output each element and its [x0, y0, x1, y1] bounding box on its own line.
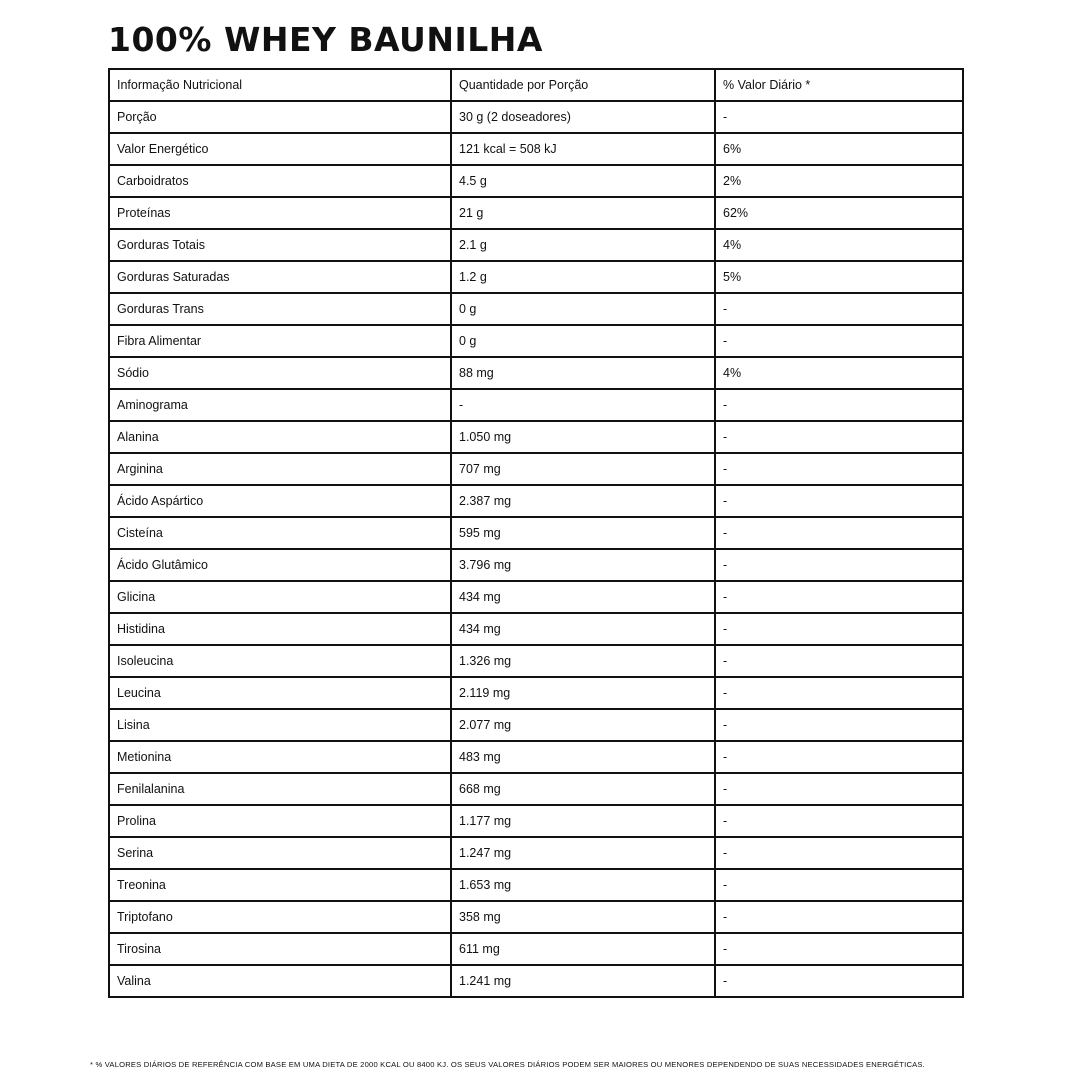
daily-value-cell: -: [715, 901, 963, 933]
nutrition-table: [108, 68, 964, 998]
table-row: [109, 613, 963, 645]
quantity-cell: 1.653 mg: [451, 869, 715, 901]
daily-value-cell: -: [715, 645, 963, 677]
table-row: [109, 325, 963, 357]
quantity-cell: 1.247 mg: [451, 837, 715, 869]
table-row: [109, 389, 963, 421]
daily-value-cell: -: [715, 517, 963, 549]
daily-value-cell: 6%: [715, 133, 963, 165]
table-row: [109, 453, 963, 485]
nutrient-cell: Leucina: [109, 677, 451, 709]
daily-value-cell: -: [715, 965, 963, 997]
daily-value-cell: 2%: [715, 165, 963, 197]
quantity-cell: 2.387 mg: [451, 485, 715, 517]
column-header-nutrient: Informação Nutricional: [109, 69, 451, 101]
daily-value-cell: 4%: [715, 357, 963, 389]
nutrient-cell: Arginina: [109, 453, 451, 485]
daily-value-cell: -: [715, 485, 963, 517]
quantity-cell: 0 g: [451, 293, 715, 325]
table-row: [109, 421, 963, 453]
table-row: [109, 261, 963, 293]
table-row: [109, 549, 963, 581]
daily-value-cell: -: [715, 613, 963, 645]
table-row: [109, 197, 963, 229]
nutrient-cell: Treonina: [109, 869, 451, 901]
daily-value-cell: 5%: [715, 261, 963, 293]
quantity-cell: 1.177 mg: [451, 805, 715, 837]
daily-value-cell: -: [715, 325, 963, 357]
daily-value-cell: -: [715, 709, 963, 741]
table-row: [109, 229, 963, 261]
quantity-cell: 1.326 mg: [451, 645, 715, 677]
quantity-cell: 1.2 g: [451, 261, 715, 293]
nutrient-cell: Gorduras Trans: [109, 293, 451, 325]
quantity-cell: 1.050 mg: [451, 421, 715, 453]
daily-value-cell: -: [715, 837, 963, 869]
quantity-cell: 707 mg: [451, 453, 715, 485]
quantity-cell: 88 mg: [451, 357, 715, 389]
table-row: [109, 165, 963, 197]
table-row: [109, 677, 963, 709]
quantity-cell: 2.1 g: [451, 229, 715, 261]
quantity-cell: 668 mg: [451, 773, 715, 805]
nutrient-cell: Histidina: [109, 613, 451, 645]
nutrient-cell: Valor Energético: [109, 133, 451, 165]
nutrient-cell: Valina: [109, 965, 451, 997]
table-row: [109, 517, 963, 549]
nutrient-cell: Metionina: [109, 741, 451, 773]
nutrient-cell: Ácido Glutâmico: [109, 549, 451, 581]
quantity-cell: 4.5 g: [451, 165, 715, 197]
table-row: [109, 773, 963, 805]
quantity-cell: 121 kcal = 508 kJ: [451, 133, 715, 165]
daily-value-cell: -: [715, 293, 963, 325]
daily-value-cell: 4%: [715, 229, 963, 261]
nutrient-cell: Carboidratos: [109, 165, 451, 197]
table-row: [109, 645, 963, 677]
daily-value-cell: -: [715, 389, 963, 421]
nutrient-cell: Lisina: [109, 709, 451, 741]
daily-value-cell: -: [715, 677, 963, 709]
daily-value-cell: -: [715, 101, 963, 133]
table-row: [109, 741, 963, 773]
page-title: 100% WHEY BAUNILHA: [108, 20, 543, 59]
table-row: [109, 869, 963, 901]
quantity-cell: 595 mg: [451, 517, 715, 549]
table-row: [109, 837, 963, 869]
quantity-cell: 1.241 mg: [451, 965, 715, 997]
nutrient-cell: Gorduras Saturadas: [109, 261, 451, 293]
daily-value-cell: -: [715, 421, 963, 453]
daily-value-cell: -: [715, 805, 963, 837]
nutrient-cell: Aminograma: [109, 389, 451, 421]
header-row: [109, 69, 963, 101]
table-row: [109, 581, 963, 613]
nutrient-cell: Fenilalanina: [109, 773, 451, 805]
quantity-cell: 2.119 mg: [451, 677, 715, 709]
table-header: [109, 69, 963, 101]
table-row: [109, 933, 963, 965]
quantity-cell: 30 g (2 doseadores): [451, 101, 715, 133]
nutrient-cell: Tirosina: [109, 933, 451, 965]
column-header-daily-value: % Valor Diário *: [715, 69, 963, 101]
nutrient-cell: Fibra Alimentar: [109, 325, 451, 357]
quantity-cell: 358 mg: [451, 901, 715, 933]
table-row: [109, 901, 963, 933]
daily-value-cell: -: [715, 869, 963, 901]
nutrient-cell: Ácido Aspártico: [109, 485, 451, 517]
table-row: [109, 805, 963, 837]
daily-value-cell: -: [715, 549, 963, 581]
daily-value-cell: 62%: [715, 197, 963, 229]
nutrient-cell: Sódio: [109, 357, 451, 389]
quantity-cell: 21 g: [451, 197, 715, 229]
quantity-cell: 434 mg: [451, 613, 715, 645]
nutrient-cell: Glicina: [109, 581, 451, 613]
table-row: [109, 357, 963, 389]
nutrient-cell: Prolina: [109, 805, 451, 837]
footnote: * % VALORES DIÁRIOS DE REFERÊNCIA COM BASE EM UMA DIETA DE 2000 KCAL OU 8400 KJ. OS SEUS VALORES DIÁRIOS PODEM SER MAIORES OU MENORES DEPENDENDO DE SUAS NECESSIDADES ENERGÉTICAS.: [90, 1060, 925, 1069]
nutrient-cell: Cisteína: [109, 517, 451, 549]
table-row: [109, 101, 963, 133]
nutrient-cell: Gorduras Totais: [109, 229, 451, 261]
table-body: [109, 101, 963, 997]
table-row: [109, 965, 963, 997]
daily-value-cell: -: [715, 581, 963, 613]
table-row: [109, 133, 963, 165]
quantity-cell: -: [451, 389, 715, 421]
column-header-quantity: Quantidade por Porção: [451, 69, 715, 101]
nutrient-cell: Isoleucina: [109, 645, 451, 677]
quantity-cell: 483 mg: [451, 741, 715, 773]
daily-value-cell: -: [715, 741, 963, 773]
table-row: [109, 709, 963, 741]
daily-value-cell: -: [715, 933, 963, 965]
quantity-cell: 0 g: [451, 325, 715, 357]
quantity-cell: 3.796 mg: [451, 549, 715, 581]
quantity-cell: 611 mg: [451, 933, 715, 965]
table-row: [109, 293, 963, 325]
nutrient-cell: Porção: [109, 101, 451, 133]
daily-value-cell: -: [715, 453, 963, 485]
table-row: [109, 485, 963, 517]
quantity-cell: 2.077 mg: [451, 709, 715, 741]
nutrient-cell: Proteínas: [109, 197, 451, 229]
nutrient-cell: Alanina: [109, 421, 451, 453]
quantity-cell: 434 mg: [451, 581, 715, 613]
nutrient-cell: Serina: [109, 837, 451, 869]
nutrient-cell: Triptofano: [109, 901, 451, 933]
daily-value-cell: -: [715, 773, 963, 805]
